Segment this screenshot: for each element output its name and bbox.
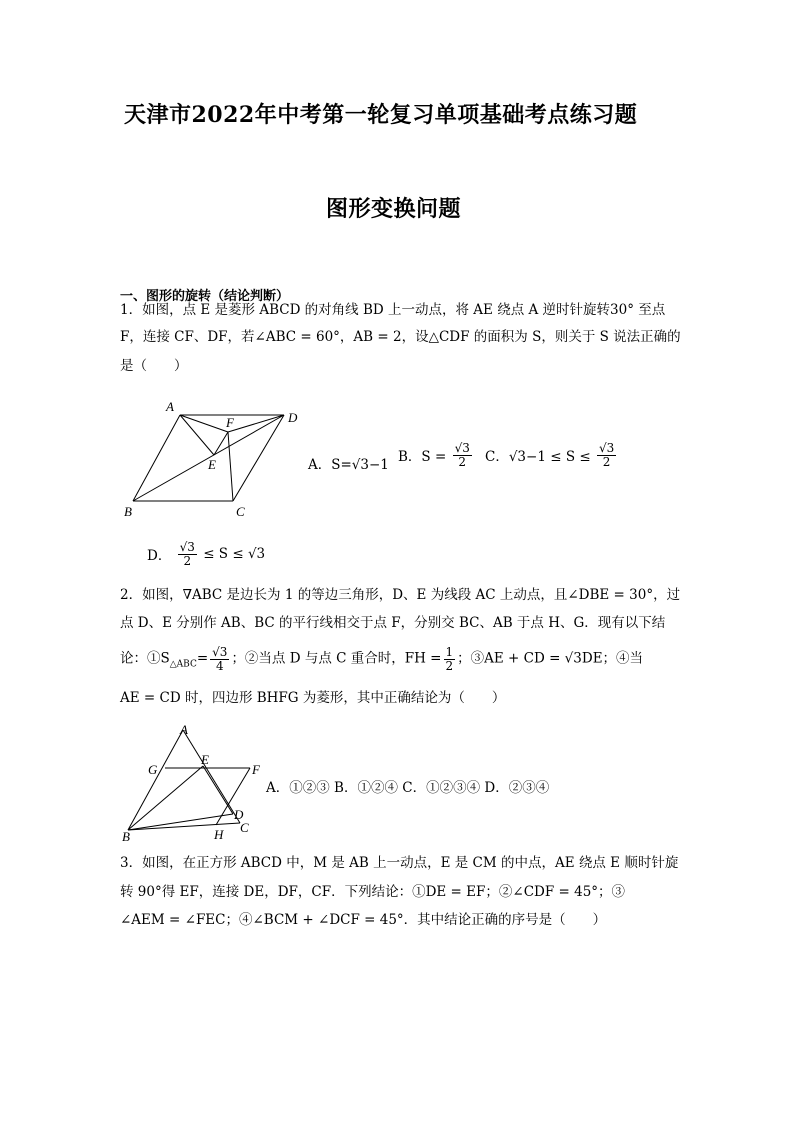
- q1-option-a[interactable]: A．S=√3−1: [308, 457, 389, 473]
- q1-option-c-text: C．√3−1 ≤ S ≤: [485, 449, 591, 466]
- q2-line-3-text-c: ；③AE + CD = √3DE；④当: [457, 650, 644, 667]
- segment-fh: [216, 768, 250, 825]
- q1-option-b[interactable]: [398, 442, 474, 468]
- q2-fraction-1: $\frac{√3}{4}$: [212, 645, 228, 673]
- q2-fraction-2: $\frac{1}{2}$: [445, 645, 454, 673]
- edge-ab: [128, 730, 183, 830]
- label-f: F: [252, 762, 260, 777]
- q2-triangle-figure: [118, 722, 268, 844]
- segment-ef: [214, 432, 228, 455]
- q2-line-3-subscript: △ABC: [169, 659, 197, 670]
- q1-option-d-fraction: $\frac{√3}{2}$: [179, 540, 195, 568]
- label-d: D: [234, 807, 244, 822]
- label-e: E: [201, 752, 209, 767]
- q1-line-2: F，连接 CF、DF，若∠ABC = 60°，AB = 2，设△CDF 的面积为 S，则关于 S 说法正确的: [120, 329, 681, 345]
- q1-option-c-fraction: $\frac{√3}{2}$: [598, 441, 615, 469]
- segment-fc: [228, 432, 233, 501]
- label-d: D: [288, 410, 298, 425]
- label-b: B: [122, 829, 130, 844]
- label-c: C: [236, 504, 245, 519]
- document-subtitle: 图形变换问题: [326, 196, 462, 222]
- q1-option-d[interactable]: [147, 541, 265, 567]
- label-c: C: [240, 820, 249, 835]
- edge-ca: [183, 730, 240, 823]
- label-f: F: [226, 415, 234, 430]
- document-title: 天津市2022年中考第一轮复习单项基础考点练习题: [124, 102, 638, 128]
- q2-line-3: [120, 646, 643, 672]
- q3-line-2: 转 90°得 EF，连接 DE，DF，CF．下列结论：①DE = EF；②∠CDF = 45°；③: [120, 884, 626, 900]
- q3-line-3: ∠AEM = ∠FEC；④∠BCM + ∠DCF = 45°．其中结论正确的序号是（ ）: [120, 912, 607, 928]
- q1-option-b-fraction: $\frac{√3}{2}$: [454, 441, 470, 469]
- label-b: B: [124, 504, 132, 519]
- segment-ed: [203, 766, 233, 814]
- label-a: A: [166, 399, 174, 414]
- q1-option-b-text: B．S =: [398, 449, 447, 466]
- q2-line-2: 点 D、E 分别作 AB、BC 的平行线相交于点 F，分别交 BC、AB 于点 H、G．现有以下结: [120, 615, 666, 631]
- q1-option-d-text: ≤ S ≤ √3: [203, 546, 266, 563]
- label-g: G: [148, 762, 158, 777]
- q1-option-c[interactable]: [485, 442, 618, 468]
- label-h: H: [214, 827, 224, 842]
- q1-option-d-label: D．: [147, 548, 172, 565]
- q2-line-3-text-a: 论：①S: [120, 650, 170, 667]
- section-heading-rotation: 一、图形的旋转（结论判断）: [120, 289, 290, 304]
- q2-line-4: AE = CD 时，四边形 BHFG 为菱形，其中正确结论为（ ）: [120, 690, 506, 706]
- q2-line-3-text-b: ；②当点 D 与点 C 重合时，FH =: [231, 650, 442, 667]
- q2-options[interactable]: A．①②③ B．①②④ C．①②③④ D．②③④: [266, 780, 550, 796]
- q2-line-3-eq: =: [196, 650, 209, 667]
- q1-rhombus-figure: [118, 395, 308, 520]
- label-e: E: [208, 457, 216, 472]
- q1-line-1: 1．如图，点 E 是菱形 ABCD 的对角线 BD 上一动点，将 AE 绕点 A 逆时针旋转30° 至点: [120, 302, 666, 318]
- q3-line-1: 3．如图，在正方形 ABCD 中，M 是 AB 上一动点，E 是 CM 的中点，AE 绕点 E 顺时针旋: [120, 855, 679, 871]
- q1-line-3: 是（ ）: [120, 358, 188, 374]
- label-a: A: [180, 722, 188, 737]
- q2-line-1: 2．如图，∇ABC 是边长为 1 的等边三角形，D、E 为线段 AC 上动点，且∠DBE = 30°，过: [120, 587, 681, 603]
